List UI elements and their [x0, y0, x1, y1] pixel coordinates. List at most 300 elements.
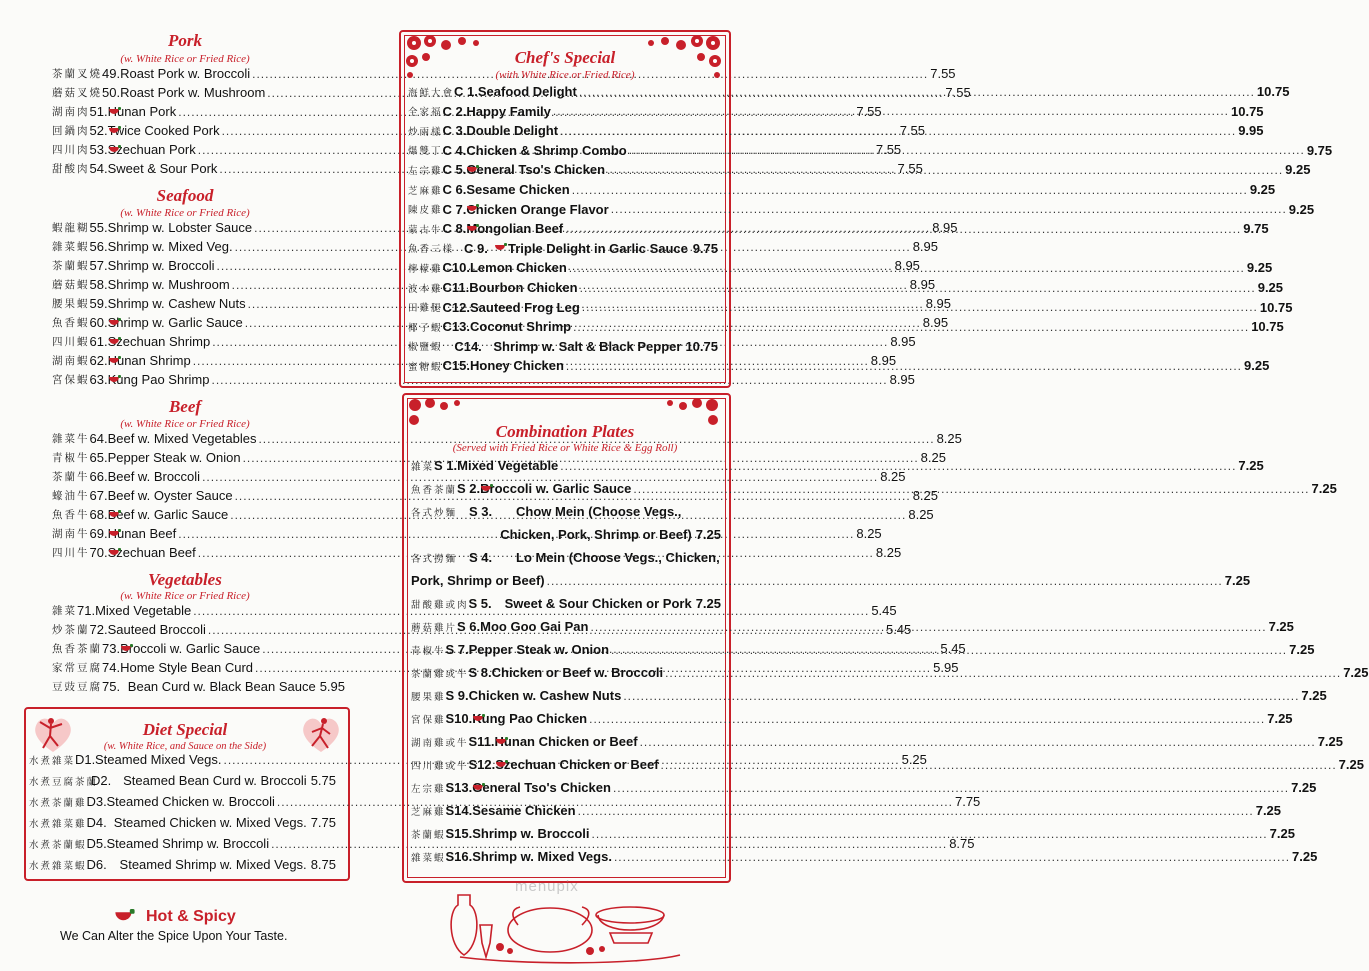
item-name: Mixed Vegetable	[95, 603, 192, 618]
item-name: Beef w. Broccoli	[107, 469, 201, 484]
item-number: 65.	[89, 450, 108, 465]
item-name: Shrimp w. Salt & Black Pepper	[493, 338, 682, 354]
beef-title: Beef	[168, 397, 202, 416]
dot-leader	[565, 222, 1241, 236]
chinese-name: 湖南蝦	[52, 355, 90, 367]
item-price: 8.95	[894, 258, 920, 273]
item-name: Pepper Steak w. Onion	[107, 450, 241, 465]
item-name: Beef w. Garlic Sauce	[107, 507, 229, 522]
menu-item-row	[411, 847, 1318, 866]
item-price: 8.25	[908, 507, 934, 522]
item-number: 61.	[89, 334, 108, 349]
item-price: 10.75	[1259, 299, 1293, 315]
item-number: 57.	[89, 258, 108, 273]
item-price: 10.75	[1251, 319, 1284, 335]
item-name: General Tso's Chicken	[472, 780, 611, 795]
chinese-name: 水煮豆腐茶蘭	[29, 776, 99, 788]
dot-leader	[579, 85, 1255, 99]
item-number: S16.	[445, 849, 473, 864]
item-name: Shrimp w. Mixed Vegs.	[472, 849, 612, 864]
chinese-name: 水煮茶蘭蝦	[29, 839, 87, 851]
chinese-name: 炒兩樣	[408, 126, 443, 138]
chinese-name: 各式炒麵	[411, 507, 458, 519]
chinese-name: 水煮雜菜雞	[29, 818, 87, 830]
item-price: 5.45	[885, 622, 912, 637]
chinese-name: 檸檬雞	[408, 263, 443, 275]
menu-item-row-continued	[411, 525, 721, 544]
item-price: 9.25	[1244, 358, 1270, 374]
dot-leader	[566, 359, 1242, 373]
item-number: S 8.	[468, 665, 492, 680]
item-price: 8.95	[922, 315, 949, 330]
item-price: 7.55	[875, 142, 902, 157]
dot-leader	[560, 124, 1236, 138]
item-price: 7.25	[1343, 665, 1369, 680]
item-number: 72.	[89, 622, 108, 637]
seafood-subtitle: (w. White Rice or Fried Rice)	[120, 207, 250, 219]
item-price: 8.95	[932, 220, 958, 235]
item-price: 8.25	[880, 469, 906, 484]
chinese-name: 炒茶蘭	[52, 624, 90, 636]
item-price: 7.55	[899, 123, 925, 138]
item-name: Roast Pork w. Mushroom	[120, 85, 266, 100]
item-number: 55.	[89, 220, 108, 235]
item-name: Kung Pao Shrimp	[107, 372, 210, 387]
dot-leader	[690, 241, 691, 255]
hot-spicy-note: We Can Alter the Spice Upon Your Taste.	[60, 929, 288, 943]
item-number: D1.	[75, 752, 96, 767]
item-number: S14.	[445, 803, 473, 818]
menu-item-row-continued	[411, 571, 1251, 590]
item-number: 68.	[89, 507, 108, 522]
item-price: 5.95	[319, 679, 345, 694]
item-price: 7.25	[1255, 803, 1282, 818]
item-number: S 1.	[434, 458, 458, 473]
item-number: C 7.	[442, 201, 467, 217]
item-number: C15.	[442, 358, 470, 374]
item-number: C13.	[442, 319, 470, 335]
item-name: Hunan Shrimp	[107, 353, 191, 368]
chinese-name: 爆雙丁	[408, 146, 443, 158]
menu-item-row	[411, 824, 1295, 843]
item-name: Lo Mein (Choose Vegs., Chicken,	[516, 550, 720, 565]
item-number: C 3.	[442, 123, 467, 139]
item-number: 63.	[89, 372, 108, 387]
dot-leader	[578, 804, 1254, 818]
item-number: 51.	[89, 104, 108, 119]
item-price: 7.25	[695, 527, 721, 542]
item-number: 52.	[89, 123, 108, 138]
dot-leader	[611, 643, 1287, 657]
dot-leader	[629, 143, 1305, 157]
chinese-name: 椰子蝦	[408, 322, 443, 334]
item-price: 8.25	[936, 431, 962, 446]
combination-plates-subtitle: (Served with Fried Rice or White Rice & Egg Roll)	[452, 442, 678, 454]
dot-leader	[613, 781, 1289, 795]
item-name: Broccoli w. Garlic Sauce	[120, 641, 261, 656]
item-price: 5.45	[940, 641, 966, 656]
chinese-name: 四川肉	[52, 144, 90, 156]
menu-item-row	[29, 813, 336, 832]
item-name: Chicken w. Cashew Nuts	[468, 688, 622, 703]
chinese-name: 芝麻雞	[411, 806, 446, 818]
item-price: 7.25	[1292, 849, 1318, 864]
dot-leader	[607, 163, 1283, 177]
chinese-name: 水煮雜菜	[29, 755, 76, 767]
item-name: Broccoli w. Garlic Sauce	[480, 481, 632, 496]
chinese-name: 湖南肉	[52, 106, 90, 118]
item-name: Happy Family	[466, 103, 551, 119]
item-number: 67.	[89, 488, 108, 503]
item-name: Pepper Steak w. Onion	[468, 642, 610, 657]
item-name: Lemon Chicken	[469, 260, 567, 276]
item-number: S13.	[445, 780, 473, 795]
item-name: Seafood Delight	[477, 84, 577, 99]
chinese-name: 魚香茶蘭	[52, 643, 102, 655]
item-name: Shrimp w. Mixed Veg.	[107, 239, 233, 254]
menu-item-row	[52, 370, 915, 389]
item-name: Kung Pao Chicken	[472, 711, 588, 726]
menu-item-row	[411, 709, 1293, 728]
item-price: 10.75	[685, 338, 718, 354]
item-price: 7.25	[1269, 826, 1295, 841]
item-name: Szechuan Chicken or Beef	[495, 757, 659, 772]
item-name: Sesame Chicken	[466, 182, 570, 197]
item-price: 7.25	[1311, 481, 1337, 496]
item-number: 70.	[89, 545, 108, 560]
chinese-name: 海鮮大會	[408, 87, 455, 99]
item-name: Steamed Shrimp w. Mixed Vegs.	[119, 857, 307, 872]
item-price: 8.95	[925, 296, 951, 311]
item-name: Sweet & Sour Chicken or Pork	[504, 596, 692, 611]
item-number: C14.	[454, 338, 482, 354]
chinese-name: 雜菜	[411, 461, 435, 473]
chinese-name: 全家福	[408, 107, 443, 119]
dot-leader	[640, 735, 1316, 749]
item-number: C 1.	[454, 84, 478, 99]
item-price: 8.25	[912, 488, 939, 503]
item-number: 59.	[89, 296, 108, 311]
item-price: 9.25	[1288, 201, 1315, 217]
item-price: 7.25	[1291, 780, 1317, 795]
item-name: Steamed Bean Curd w. Broccoli	[123, 773, 307, 788]
item-number: S 9.	[445, 688, 469, 703]
combination-plates-title: Combination Plates	[495, 422, 635, 441]
item-number: C 5.	[442, 162, 467, 178]
item-number: 75.	[102, 679, 121, 694]
item-number: C 9.	[464, 240, 488, 256]
hot-spicy-title: Hot & Spicy	[146, 908, 236, 925]
item-number: C11.	[442, 280, 470, 295]
item-number: 53.	[89, 142, 108, 157]
item-name: Coconut Shrimp	[469, 319, 572, 335]
item-number: D5.	[86, 836, 107, 851]
menu-item-row	[52, 677, 345, 696]
vegetables-subtitle: (w. White Rice or Fried Rice)	[120, 590, 250, 602]
menu-item-row	[408, 200, 1315, 219]
dot-leader	[569, 261, 1245, 275]
item-number: C10.	[442, 260, 470, 276]
item-number: 66.	[89, 469, 108, 484]
item-price: 8.95	[870, 353, 897, 368]
item-number: 62.	[89, 353, 108, 368]
chinese-name: 宮保蝦	[52, 374, 90, 386]
item-number: S11.	[468, 734, 495, 749]
item-name: Shrimp w. Garlic Sauce	[107, 315, 243, 330]
item-price: 7.75	[310, 815, 336, 830]
dot-leader	[592, 827, 1268, 841]
chinese-name: 雜菜	[52, 605, 77, 617]
item-name: Steamed Shrimp w. Broccoli	[106, 836, 270, 851]
item-price: 7.25	[1289, 642, 1315, 657]
chinese-name: 腰果蝦	[52, 298, 90, 310]
item-price: 7.55	[897, 161, 923, 176]
item-name: Sauteed Broccoli	[107, 622, 206, 637]
item-name: Moo Goo Gai Pan	[480, 619, 589, 634]
menu-item-row	[411, 548, 721, 567]
chinese-name: 四川蝦	[52, 336, 90, 348]
dot-leader	[665, 666, 1341, 680]
chinese-name: 蒙古牛	[408, 224, 443, 236]
item-number: S10.	[445, 711, 473, 726]
chinese-name: 左宗雞	[411, 783, 446, 795]
item-price: 5.45	[871, 603, 897, 618]
chinese-name: 各式撈麵	[411, 553, 458, 565]
seafood-title: Seafood	[156, 186, 214, 205]
item-price: 8.25	[856, 526, 882, 541]
chinese-name: 甜酸雞或肉	[411, 599, 469, 611]
item-price: 7.25	[1267, 711, 1293, 726]
item-name: Sweet & Sour Pork	[107, 161, 218, 176]
chinese-name: 魚香茶蘭	[411, 484, 458, 496]
item-price: 8.95	[912, 239, 938, 254]
item-number: S 7.	[445, 642, 469, 657]
item-number: 50.	[102, 85, 121, 100]
item-name: Beef w. Oyster Sauce	[107, 488, 233, 503]
item-price: 9.95	[1238, 123, 1264, 139]
item-name: Chicken & Shrimp Combo	[466, 142, 627, 158]
chinese-name: 魚香三樣	[408, 244, 455, 256]
menupix-watermark: menupix	[515, 878, 579, 895]
item-number: S 6.	[457, 619, 481, 634]
item-number: C12.	[442, 299, 470, 315]
item-number: S 4.	[469, 550, 493, 565]
item-number: S 3.	[469, 504, 493, 519]
item-number: C 4.	[442, 142, 467, 158]
menu-item-row	[29, 771, 336, 790]
item-number: 64.	[89, 431, 108, 446]
dot-leader	[589, 712, 1265, 726]
menu-item-row	[29, 834, 975, 853]
item-price: 5.75	[310, 773, 336, 788]
hot-pepper-icon	[114, 909, 136, 925]
menu-item-row	[408, 239, 718, 258]
chinese-name: 湖南雞或牛	[411, 737, 469, 749]
chinese-name: 蘑菇叉燒	[52, 87, 102, 99]
dot-leader	[573, 320, 1249, 334]
item-number: S 5.	[468, 596, 492, 611]
item-name: Pork, Shrimp or Beef)	[411, 573, 545, 588]
diet-special-subtitle: (w. White Rice, and Sauce on the Side)	[103, 741, 267, 752]
item-price: 7.55	[945, 85, 971, 100]
item-name: Steamed Chicken w. Broccoli	[106, 794, 275, 809]
item-number: C 6.	[442, 182, 467, 197]
chinese-name: 四川牛	[52, 547, 90, 559]
menu-item-row	[411, 594, 721, 613]
item-name: Double Delight	[466, 123, 559, 139]
item-name: Shrimp w. Broccoli	[107, 258, 215, 273]
item-number: D3.	[86, 794, 107, 809]
item-name: Bourbon Chicken	[469, 280, 578, 295]
chinese-name: 雜菜蝦	[52, 241, 90, 253]
chinese-name: 魚香蝦	[52, 317, 90, 329]
item-number: 69.	[89, 526, 108, 541]
item-name: Twice Cooked Pork	[107, 123, 220, 138]
item-name: Mixed Vegetable	[457, 458, 559, 473]
item-name: Sesame Chicken	[472, 803, 576, 818]
chinese-name: 腰果雞	[411, 691, 446, 703]
chefs-special-title: Chef's Special	[514, 48, 616, 67]
item-price: 10.75	[1256, 84, 1290, 99]
chinese-name: 水煮茶蘭雞	[29, 797, 87, 809]
item-name: Shrimp w. Broccoli	[472, 826, 590, 841]
item-name: Bean Curd w. Black Bean Sauce	[127, 679, 316, 694]
menu-item-row	[411, 686, 1327, 705]
menu-item-row	[411, 502, 721, 521]
item-price: 9.75	[1243, 221, 1269, 237]
chinese-name: 椒鹽蝦	[408, 342, 443, 354]
item-price: 7.25	[1238, 458, 1264, 473]
item-number: 56.	[89, 239, 108, 254]
item-number: S12.	[468, 757, 496, 772]
chinese-name: 芝麻雞	[408, 185, 443, 197]
dot-leader	[560, 459, 1236, 473]
item-number: C 2.	[442, 103, 467, 119]
dot-leader	[572, 183, 1248, 197]
item-price: 9.25	[1257, 280, 1284, 295]
chinese-name: 茶蘭蝦	[411, 829, 446, 841]
chinese-name: 水煮雜菜蝦	[29, 860, 87, 872]
diet-special-title: Diet Special	[142, 720, 228, 739]
chinese-name: 茶蘭蝦	[52, 260, 90, 272]
menu-item-row	[29, 855, 336, 874]
chinese-name: 青椒牛	[411, 645, 446, 657]
chinese-name: 蜜糖蝦	[408, 361, 443, 373]
chinese-name: 茶蘭牛	[52, 471, 90, 483]
chinese-name: 蘑菇蝦	[52, 279, 90, 291]
item-name: Chicken Orange Flavor	[466, 201, 609, 217]
chinese-name: 湖南牛	[52, 528, 90, 540]
item-name: Szechuan Pork	[107, 142, 196, 157]
item-price: 7.25	[1301, 688, 1327, 703]
item-price: 8.25	[875, 545, 902, 560]
item-name: Chicken or Beef w. Broccoli	[491, 665, 664, 680]
item-name: Sauteed Frog Leg	[469, 299, 580, 315]
chinese-name: 蘑菇雞片	[411, 622, 458, 634]
chinese-name: 宮保雞	[411, 714, 446, 726]
item-name: Szechuan Beef	[107, 545, 196, 560]
chinese-name: 茶蘭雞或牛	[411, 668, 469, 680]
chinese-name: 回鍋肉	[52, 125, 90, 137]
item-name: Hunan Chicken or Beef	[494, 734, 638, 749]
chinese-name: 青椒牛	[52, 452, 90, 464]
item-price: 9.75	[1306, 142, 1333, 158]
dot-leader	[633, 482, 1309, 496]
item-number: 73.	[102, 641, 121, 656]
item-name: Home Style Bean Curd	[120, 660, 254, 675]
item-number: 54.	[89, 161, 108, 176]
chinese-name: 陳皮雞	[408, 205, 443, 217]
menu-item-row	[411, 732, 1343, 751]
item-name: Steamed Mixed Vegs.	[95, 752, 222, 767]
item-number: S15.	[445, 826, 473, 841]
chinese-name: 甜酸肉	[52, 163, 90, 175]
item-price: 10.75	[1231, 103, 1264, 119]
pork-subtitle: (w. White Rice or Fried Rice)	[120, 53, 250, 65]
item-name: Hunan Beef	[107, 526, 177, 541]
chinese-name: 雜菜牛	[52, 433, 90, 445]
item-name: General Tso's Chicken	[466, 162, 606, 178]
item-price: 7.25	[1317, 734, 1343, 749]
item-number: S 2.	[457, 481, 481, 496]
item-price: 9.25	[1249, 182, 1276, 197]
chinese-name: 左宗雞	[408, 165, 443, 177]
chinese-name: 四川雞或牛	[411, 760, 469, 772]
menu-item-row	[408, 337, 718, 356]
item-name: Honey Chicken	[469, 358, 564, 374]
item-price: 9.75	[692, 240, 718, 256]
item-name: Shrimp w. Cashew Nuts	[107, 296, 246, 311]
item-price: 7.25	[1338, 757, 1364, 772]
item-price: 8.95	[889, 372, 915, 387]
chinese-name: 雜菜蝦	[411, 852, 446, 864]
item-number: 49.	[102, 66, 121, 81]
item-name: Hunan Pork	[107, 104, 177, 119]
item-number: D6.	[86, 857, 107, 872]
chinese-name: 茶蘭叉燒	[52, 68, 102, 80]
item-number: C 8.	[442, 221, 467, 237]
item-name: Szechuan Shrimp	[107, 334, 211, 349]
item-price: 9.25	[1246, 260, 1273, 276]
item-name: Chow Mein (Choose Vegs.,	[516, 504, 682, 519]
item-price: 8.75	[310, 857, 336, 872]
hot-spicy-legend	[118, 908, 236, 926]
dot-leader	[582, 300, 1258, 314]
item-number: D4.	[86, 815, 107, 830]
chinese-name: 魚香牛	[52, 509, 90, 521]
item-number: 60.	[89, 315, 108, 330]
item-name: Shrimp w. Mushroom	[107, 277, 230, 292]
item-name: Beef w. Mixed Vegetables	[107, 431, 257, 446]
item-name: Mongolian Beef	[466, 221, 564, 237]
item-number: D2.	[91, 773, 112, 788]
hot-pepper-icon	[494, 243, 508, 253]
chinese-name: 田雞腿	[408, 303, 443, 315]
dot-leader	[590, 620, 1266, 634]
item-price: 7.75	[954, 794, 981, 809]
chinese-name: 家常豆腐	[52, 662, 102, 674]
item-number: 74.	[102, 660, 121, 675]
item-number: 71.	[77, 603, 96, 618]
chinese-name: 蠔油牛	[52, 490, 90, 502]
item-price: 7.55	[930, 66, 956, 81]
item-price: 7.25	[1224, 573, 1251, 588]
chinese-name: 蝦龍糊	[52, 222, 90, 234]
chefs-special-subtitle: (with White Rice or Fried Rice)	[495, 69, 635, 81]
item-price: 7.25	[695, 596, 721, 611]
food-illustration-icon	[440, 885, 690, 965]
item-price: 8.95	[890, 334, 916, 349]
